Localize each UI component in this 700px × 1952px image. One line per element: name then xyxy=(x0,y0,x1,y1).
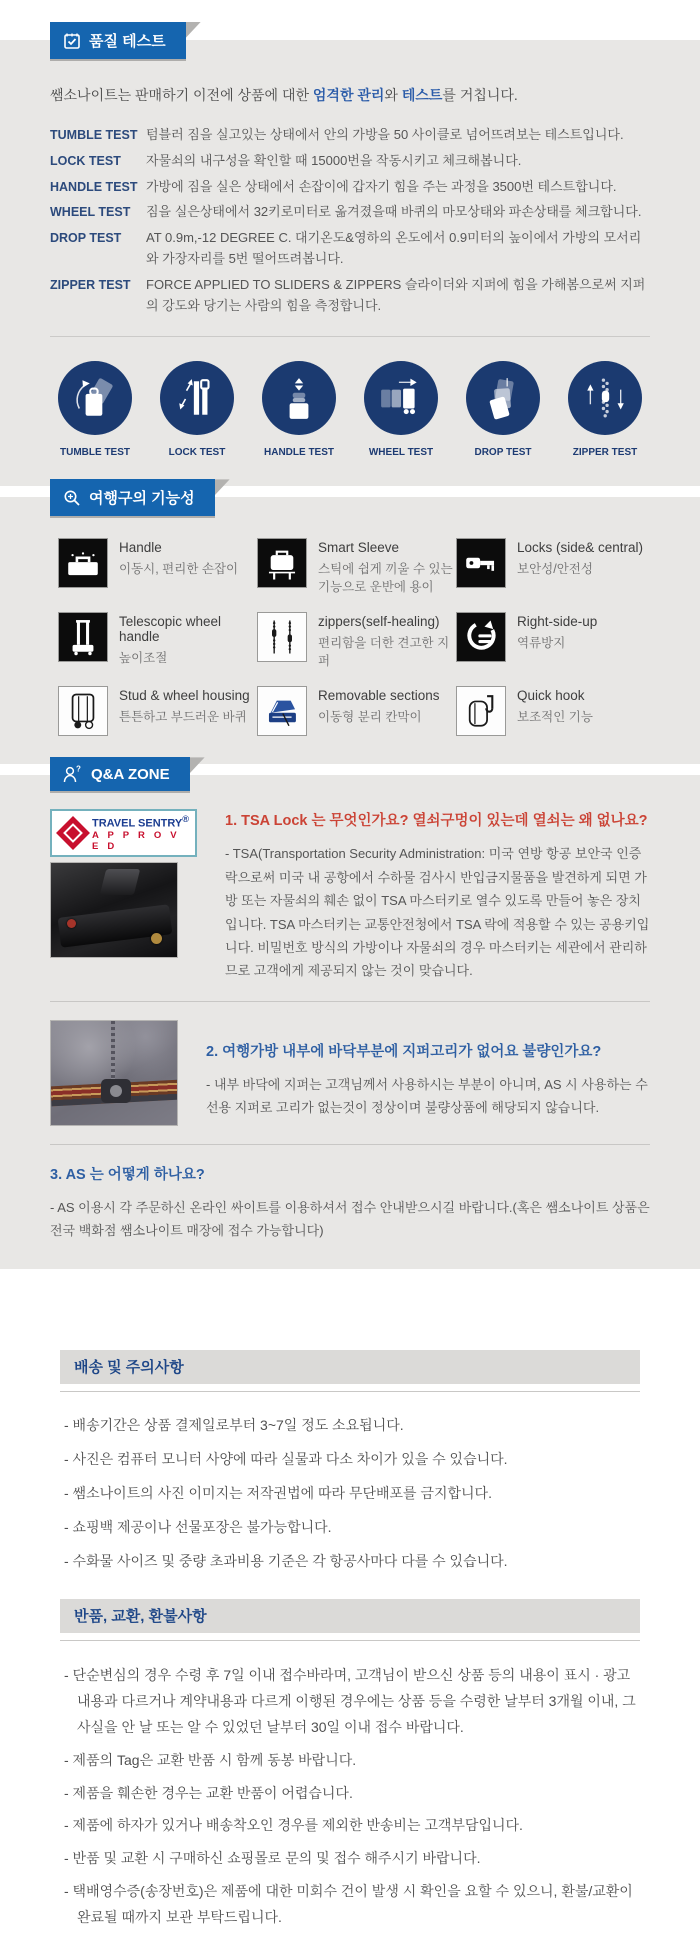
qa-divider xyxy=(50,1001,650,1002)
test-row xyxy=(50,177,650,198)
tsa-lock-photo xyxy=(50,862,178,958)
feature-title: zippers(self-healing) xyxy=(318,614,440,630)
feature-title: Stud & wheel housing xyxy=(119,688,250,704)
feature-item xyxy=(58,538,257,596)
feature-title: Removable sections xyxy=(318,688,440,704)
qa-divider xyxy=(50,1144,650,1145)
zippers-icon xyxy=(257,612,307,662)
qa-badge-label: Q&A ZONE xyxy=(91,765,170,783)
returns-title: 반품, 교환, 환불사항 xyxy=(60,1599,640,1633)
features-badge-label: 여행구의 기능성 xyxy=(89,490,195,508)
qa-item-1 xyxy=(0,809,700,982)
test-row xyxy=(50,151,650,172)
quality-intro: 쌤소나이트는 판매하기 이전에 상품에 대한 엄격한 관리와 테스트를 거칩니다. xyxy=(50,87,518,103)
badge-fold xyxy=(215,479,230,495)
circle-item xyxy=(458,361,548,458)
note-item: - 사진은 컴퓨터 모니터 사양에 따라 실물과 다소 차이가 있을 수 있습니다. xyxy=(64,1450,508,1467)
features-badge xyxy=(50,479,215,516)
telescopic-handle-icon xyxy=(58,612,108,662)
qa-item-3 xyxy=(0,1163,700,1269)
test-desc: 텀블러 짐을 실고있는 상태에서 안의 가방을 50 사이클로 넘어뜨려보는 테스트입니다. xyxy=(146,127,624,142)
feature-item xyxy=(456,686,655,736)
lock-test-icon xyxy=(160,361,234,435)
key-lock-icon xyxy=(456,538,506,588)
feature-item xyxy=(456,538,655,596)
test-desc: AT 0.9m,-12 DEGREE C. 대기온도&영하의 온도에서 0.9미터의 높이에서 가방의 모서리와 가장자리를 5번 떨어뜨려봅니다. xyxy=(146,230,642,266)
badge-fold xyxy=(186,22,201,38)
test-label: DROP TEST xyxy=(50,231,122,246)
test-label: WHEEL TEST xyxy=(50,205,131,220)
feature-item xyxy=(456,612,655,670)
test-label: ZIPPER TEST xyxy=(50,277,131,292)
feature-title: Locks (side& central) xyxy=(517,540,644,556)
features-section xyxy=(0,490,700,764)
travel-sentry-approved: A P P R O V E D xyxy=(92,829,180,852)
right-side-up-icon xyxy=(456,612,506,662)
quality-test-section xyxy=(0,33,700,486)
circle-item xyxy=(356,361,446,458)
note-item: - 제품에 하자가 있거나 배송착오인 경우를 제외한 반송비는 고객부담입니다. xyxy=(64,1817,523,1834)
note-item: - 반품 및 교환 시 구매하신 쇼핑몰로 문의 및 접수 해주시기 바랍니다. xyxy=(64,1850,481,1867)
feature-title: Quick hook xyxy=(517,688,585,704)
travel-sentry-logo xyxy=(50,809,197,857)
feature-item xyxy=(58,612,257,670)
white-spacer xyxy=(0,1280,700,1350)
smart-sleeve-icon xyxy=(257,538,307,588)
interior-zipper-photo xyxy=(50,1020,178,1126)
feature-desc: 높이조절 xyxy=(119,651,168,666)
qa-question: 3. AS 는 어떻게 하나요? xyxy=(50,1166,205,1183)
test-label: LOCK TEST xyxy=(50,153,121,168)
tumble-test-icon xyxy=(58,361,132,435)
note-item: - 쇼핑백 제공이나 선물포장은 불가능합니다. xyxy=(64,1518,332,1535)
note-item: - 쌤소나이트의 사진 이미지는 저작권법에 따라 무단배포를 금지합니다. xyxy=(64,1484,492,1501)
quality-badge-label: 품질 테스트 xyxy=(89,33,166,50)
note-item: - 제품을 훼손한 경우는 교환 반품이 어렵습니다. xyxy=(64,1784,353,1801)
zipper-test-icon xyxy=(568,361,642,435)
circle-item xyxy=(560,361,650,458)
person-question-icon xyxy=(63,765,83,783)
header-underline xyxy=(60,1640,640,1641)
feature-item xyxy=(257,538,456,596)
section-divider xyxy=(50,336,650,337)
test-desc: 가방에 짐을 실은 상태에서 손잡이에 갑자기 힘을 주는 과정을 3500번 테스트합니다. xyxy=(146,178,617,194)
feature-desc: 역류방지 xyxy=(517,636,566,651)
test-label: TUMBLE TEST xyxy=(50,128,138,142)
feature-desc: 편리함을 더한 견고한 지퍼 xyxy=(318,636,450,668)
clipboard-check-icon xyxy=(63,32,81,50)
qa-zone-section xyxy=(0,765,700,1268)
circle-item xyxy=(152,361,242,458)
travel-sentry-diamond-icon xyxy=(56,816,90,850)
feature-desc: 보조적인 기능 xyxy=(517,710,593,725)
note-item: - 단순변심의 경우 수령 후 7일 이내 접수바라며, 고객님이 받으신 상품 등의 내용이 표시 · 광고 내용과 다르거나 계약내용과 다르게 이행된 경우에는 상품 등을 수령한 날부터 3개월 이내, 그 사실을 안 날 또는 알 수 있었던 날부터 30일 이내 접수 바랍니다. xyxy=(64,1666,636,1735)
test-icon-row xyxy=(50,361,650,486)
feature-title: Right-side-up xyxy=(517,614,598,630)
feature-item xyxy=(58,686,257,736)
shipping-notes-title: 배송 및 주의사항 xyxy=(60,1350,640,1384)
quality-test-badge xyxy=(50,22,186,59)
quick-hook-icon xyxy=(456,686,506,736)
circle-label: WHEEL TEST xyxy=(368,447,434,459)
qa-answer: - AS 이용시 각 주문하신 온라인 싸이트를 이용하셔서 접수 안내받으시길 바랍니다.(혹은 쌤소나이트 상품은 전국 백화점 쌤소나이트 매장에 접수 가능합니다) xyxy=(50,1199,650,1239)
feature-item xyxy=(257,686,456,736)
travel-sentry-brand: TRAVEL SENTRY® xyxy=(92,814,190,830)
feature-desc: 튼튼하고 부드러운 바퀴 xyxy=(119,710,247,725)
handle-icon xyxy=(58,538,108,588)
magnifier-plus-icon xyxy=(63,489,81,507)
circle-label: HANDLE TEST xyxy=(264,447,334,459)
handle-test-icon xyxy=(262,361,336,435)
header-underline xyxy=(60,1391,640,1392)
feature-title: Handle xyxy=(119,540,162,556)
test-row xyxy=(50,202,650,223)
returns-section xyxy=(60,1599,640,1931)
feature-desc: 보안성/안전성 xyxy=(517,562,593,577)
feature-item xyxy=(257,612,456,670)
note-item: - 배송기간은 상품 결제일로부터 3~7일 정도 소요됩니다. xyxy=(64,1416,404,1433)
feature-desc: 스틱에 쉽게 끼울 수 있는 기능으로 운반에 용이 xyxy=(318,562,453,594)
feature-desc: 이동형 분리 칸막이 xyxy=(318,710,422,725)
qa-answer: - 내부 바닥에 지퍼는 고객님께서 사용하시는 부분이 아니며, AS 시 사용하는 수선용 지퍼로 고리가 없는것이 정상이며 불량상품에 해당되지 않습니다. xyxy=(206,1076,648,1116)
test-label: HANDLE TEST xyxy=(50,179,138,194)
test-desc: 자물쇠의 내구성을 확인할 때 15000번을 작동시키고 체크해봅니다. xyxy=(146,152,522,168)
circle-label: TUMBLE TEST xyxy=(60,447,130,459)
circle-item xyxy=(50,361,140,458)
qa-question: 2. 여행가방 내부에 바닥부분에 지퍼고리가 없어요 불량인가요? xyxy=(206,1043,602,1060)
wheel-housing-icon xyxy=(58,686,108,736)
qa-item-2 xyxy=(0,1020,700,1126)
feature-title: Smart Sleeve xyxy=(318,540,400,556)
test-row xyxy=(50,228,650,270)
qa-answer: - TSA(Transportation Security Administration: 미국 연방 항공 보안국 인증 락으로써 미국 내 공항에서 수하물 검사시 반입금지물품을 발견하게 되면 가방 또는 자물쇠의 훼손 없이 TSA 마스터키로 열수 있도록 만들어 놓은 장치입니다. TSA 마스터키는 교통안전청에서 TSA 락에 적용할 수 있는 공용키입니다. 비밀번호 방식의 가방이나 자물쇠의 경우 마스터키는 세관에서 관리하므로 고객에게 제공되지 않는 것이 맞습니다. xyxy=(225,846,650,979)
feature-desc: 이동시, 편리한 손잡이 xyxy=(119,562,239,577)
shipping-notes-section xyxy=(60,1350,640,1573)
circle-label: DROP TEST xyxy=(474,447,532,459)
note-item: - 수화물 사이즈 및 중량 초과비용 기준은 각 항공사마다 다를 수 있습니다. xyxy=(64,1552,508,1569)
circle-label: LOCK TEST xyxy=(168,447,226,459)
note-item: - 택배영수증(송장번호)은 제품에 대한 미회수 건이 발생 시 확인을 요할 수 있으니, 환불/교환이 완료될 때까지 보관 부탁드립니다. xyxy=(64,1883,633,1926)
circle-item xyxy=(254,361,344,458)
removable-sections-icon xyxy=(257,686,307,736)
test-row xyxy=(50,125,650,146)
qa-question: 1. TSA Lock 는 무엇인가요? 열쇠구멍이 있는데 열쇠는 왜 없나요? xyxy=(225,813,648,830)
test-list xyxy=(50,125,650,316)
returns-list xyxy=(64,1663,636,1931)
test-row xyxy=(50,275,650,317)
test-desc: FORCE APPLIED TO SLIDERS & ZIPPERS 슬라이더와 지퍼에 힘을 가해봄으로써 지퍼의 강도와 당기는 사람의 힘을 측정합니다. xyxy=(146,276,646,313)
drop-test-icon xyxy=(466,361,540,435)
svg-text:?: ? xyxy=(76,765,81,774)
circle-label: ZIPPER TEST xyxy=(572,447,638,459)
qa-zone-badge xyxy=(50,757,190,791)
test-desc: 짐을 실은상태에서 32키로미터로 옮겨졌을때 바퀴의 마모상태와 파손상태를 체크합니다. xyxy=(146,204,642,220)
wheel-test-icon xyxy=(364,361,438,435)
note-item: - 제품의 Tag은 교환 반품 시 함께 동봉 바랍니다. xyxy=(64,1751,357,1768)
features-grid xyxy=(0,534,700,764)
page-bottom-spacer xyxy=(0,1938,700,1952)
shipping-notes-list xyxy=(64,1414,636,1573)
feature-title: Telescopic wheel handle xyxy=(119,614,222,645)
